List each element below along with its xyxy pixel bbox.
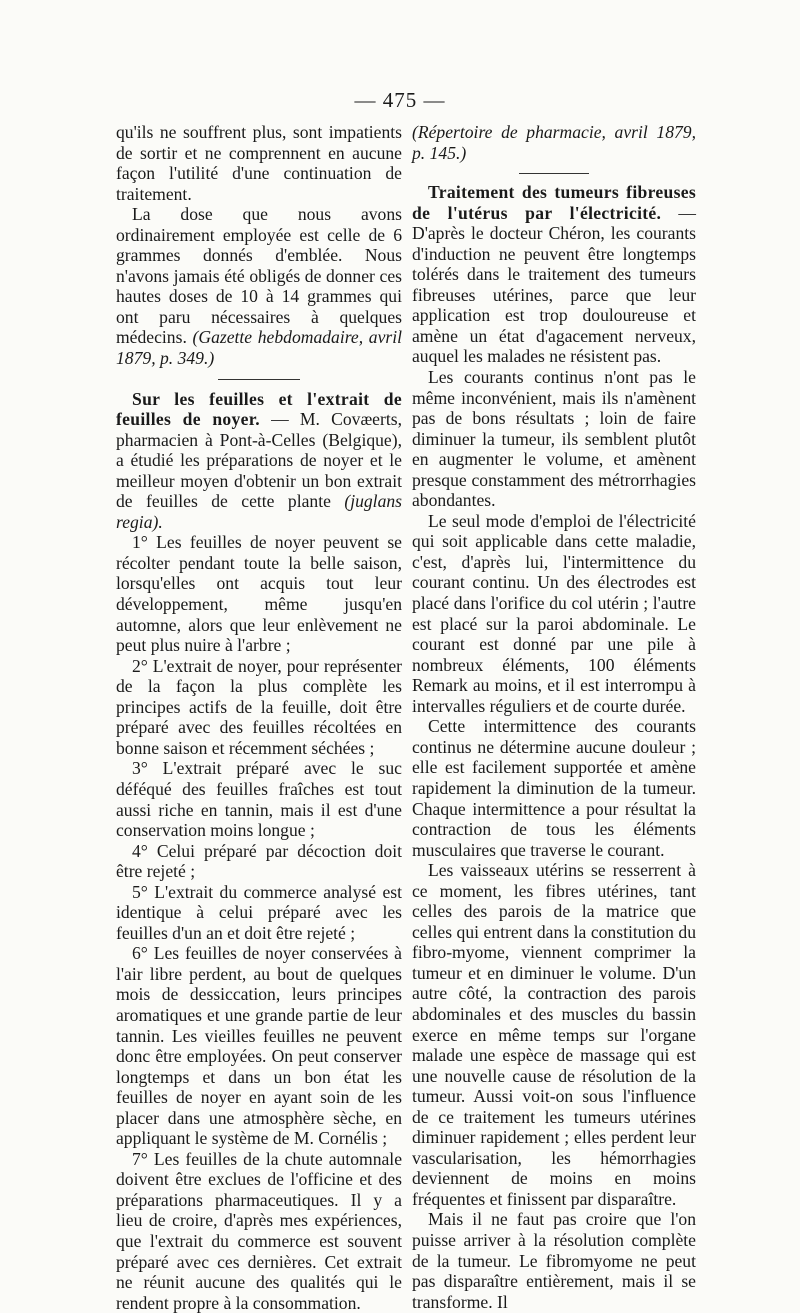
separator-rule [218, 379, 300, 380]
section [412, 182, 696, 367]
list-item: 1° Les feuilles de noyer peuvent se récolter pendant toute la belle saison, lorsqu'elles ont acquis tout leur développement, même jusqu'en automne, alors que leur enlèvement ne peut plus nuire à l'arbre ; [116, 532, 402, 656]
section-intro: — M. Covæerts, pharmacien à Pont-à-Celles (Belgique), a étudié les préparations de noyer et le meilleur moyen d'obtenir un bon extrait de feuilles de cette plante [116, 409, 402, 512]
section-heading: Sur les feuilles et l'extrait de feuilles de noyer. [116, 388, 402, 430]
list-item: 6° Les feuilles de noyer conservées à l'air libre perdent, au bout de quelques mois de dessiccation, leurs principes aromatiques et une grande partie de leur tannin. Les vieilles feuilles ne peuvent donc être employées. On peut conserver longtemps et dans un bon état les feuilles de noyer en ayant soin de les placer dans une atmosphère sèche, en appliquant le système de M. Cornélis ; [116, 943, 402, 1149]
page-number: — 475 — [354, 88, 446, 112]
paragraph [116, 204, 402, 368]
section [116, 389, 402, 533]
paragraph: qu'ils ne souffrent plus, sont impatients de sortir et ne comprennent en aucune façon l'utilité d'une continuation de traitement. [116, 122, 402, 204]
paragraph: Les vaisseaux utérins se resserrent à ce moment, les fibres utérines, tant celles des parois de la matrice que celles qui entrent dans la constitution du fibro-myome, viennent comprimer la tumeur et en diminuer le volume. D'un autre côté, la contraction des parois abdominales et des muscles du bassin exerce en même temps sur l'organe malade une espèce de massage qui est une nouvelle cause de résolution de la tumeur. Aussi voit-on sous l'influence de ce traitement les tumeurs utérines diminuer rapidement ; elles perdent leur vascularisation, les hémorrhagies deviennent de moins en moins fréquentes et finissent par disparaître. [412, 860, 696, 1209]
list-item: 2° L'extrait de noyer, pour représenter de la façon la plus complète les principes actifs de la feuille, doit être préparé avec des feuilles récoltées en bonne saison et récemment séchées ; [116, 655, 402, 758]
paragraph: Cette intermittence des courants continus ne détermine aucune douleur ; elle est facilement supportée et amène rapidement la diminution de la tumeur. Chaque intermittence a pour résultat la contraction de tous les éléments musculaires que traverse le courant. [412, 716, 696, 860]
section-heading: Traitement des tumeurs fibreuses de l'utérus par l'électricité. [412, 182, 696, 223]
paragraph-text: La dose que nous avons ordinairement employée est celle de 6 grammes donnés d'emblée. Nous n'avons jamais été obligés de donner ces hautes doses de 10 à 14 grammes qui ont paru nécessaires à quelques médecins. [116, 204, 402, 348]
left-column [116, 122, 402, 1313]
separator-rule [519, 173, 589, 174]
list-item: 4° Celui préparé par décoction doit être rejeté ; [116, 840, 402, 882]
latin-name: (juglans regia). [116, 491, 403, 532]
list-item: 7° Les feuilles de la chute automnale doivent être exclues de l'officine et des préparations pharmaceutiques. Il y a lieu de croire, d'après mes expériences, que l'extrait du commerce est souvent préparé avec ces dernières. Cet extrait ne réunit aucune des qualités qui le rendent propre à la consommation. [116, 1148, 402, 1313]
citation-text: (Répertoire de pharmacie, avril 1879, p. 145.) [412, 122, 696, 163]
list-item: 3° L'extrait préparé avec le suc déféqué des feuilles fraîches est tout aussi riche en tannin, mais il est d'une conservation moins longue ; [116, 758, 402, 841]
paragraph: Les courants continus n'ont pas le même inconvénient, mais ils n'amènent pas de bons résultats ; loin de faire diminuer la tumeur, ils semblent plutôt en augmenter le volume, et amènent presque constamment des métrorrhagies abondantes. [412, 367, 696, 511]
right-column [412, 122, 696, 1312]
citation: (Gazette hebdomadaire, avril 1879, p. 349.) [116, 327, 402, 369]
list-item: 5° L'extrait du commerce analysé est identique à celui préparé avec les feuilles d'un an et doit être rejeté ; [116, 881, 402, 943]
citation [412, 122, 696, 163]
paragraph: Mais il ne faut pas croire que l'on puisse arriver à la résolution complète de la tumeur. Le fibromyome ne peut pas disparaître entièrement, mais il se transforme. Il [412, 1209, 696, 1312]
paragraph: Le seul mode d'emploi de l'électricité qui soit applicable dans cette maladie, c'est, d'après lui, l'intermittence du courant continu. Un des électrodes est placé dans l'orifice du col utérin ; l'autre est placé sur la paroi abdominale. Le courant est donné par une pile à nombreux éléments, 100 éléments Remark au moins, et il est interrompu à intervalles réguliers et de courte durée. [412, 510, 696, 716]
paragraph-text: — D'après le docteur Chéron, les courants d'induction ne peuvent être longtemps tolérés dans le traitement des tumeurs fibreuses utérines, parce que leur application est trop douloureuse et amène un état d'agacement nerveux, auquel les malades ne résistent pas. [412, 202, 696, 367]
